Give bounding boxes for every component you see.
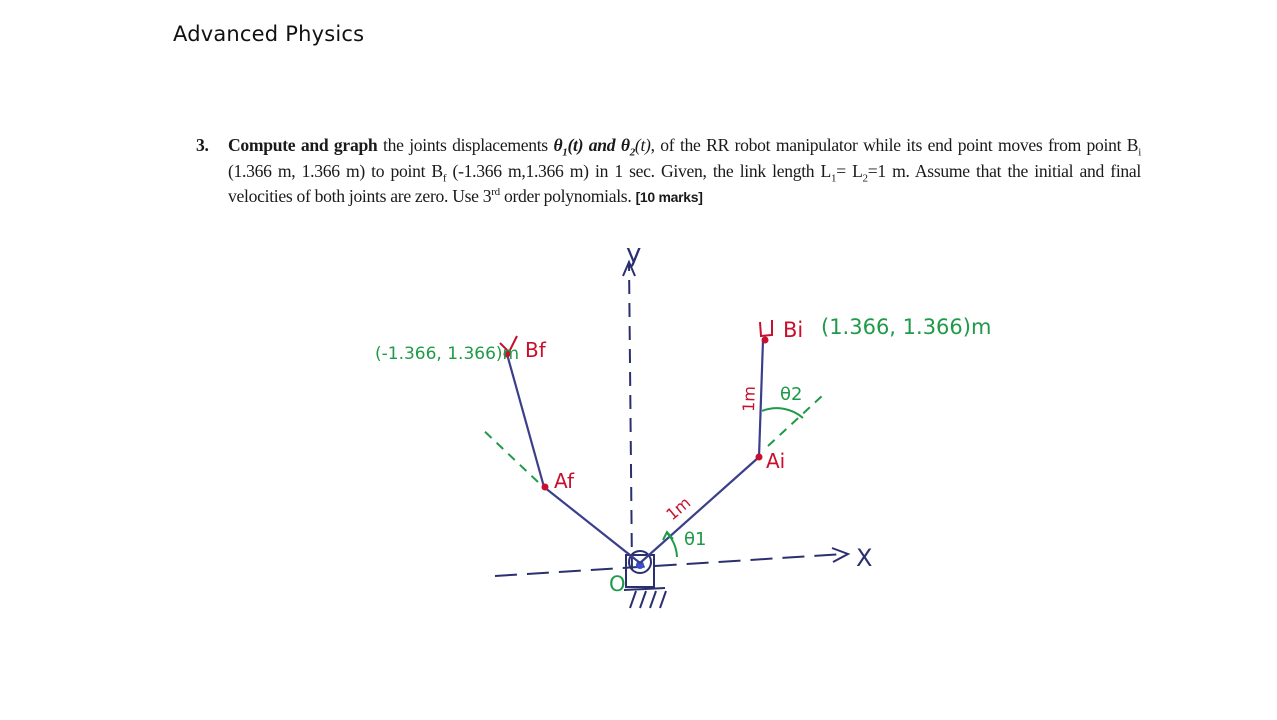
theta2-sub: 2 [629, 146, 635, 159]
theta1-symbol: θ [553, 135, 563, 155]
question-number: 3. [196, 135, 209, 155]
coord-bf-label: (-1.366, 1.366)m [375, 344, 520, 364]
point-bi-marker [762, 337, 769, 344]
bf-sub: f [442, 172, 447, 185]
ord-sup: rd [491, 186, 500, 199]
link1-length-label: 1m [662, 492, 695, 525]
x-axis [495, 554, 845, 576]
point-bf-label: Bf [525, 338, 546, 362]
x-axis-label: X [856, 544, 873, 572]
point-ai-marker [756, 454, 763, 461]
question-text-g: order polynomials. [499, 186, 636, 206]
link2-final [507, 354, 544, 487]
theta2-arg: (t) [634, 135, 651, 155]
point-af-marker [542, 484, 549, 491]
question-text-d: (-1.366 m,1.366 m) in 1 sec. Given, the link length L [446, 160, 831, 181]
theta2-arc [762, 408, 803, 418]
theta2-symbol: θ [620, 135, 630, 155]
point-ai-label: Ai [766, 449, 786, 473]
marks-label: [10 marks] [635, 189, 703, 205]
link1-final [544, 487, 640, 563]
question-text-f: =1 m. Assume that the initial and final velocities of both joints are zero. Use 3 [228, 160, 1142, 206]
link2-initial [759, 340, 763, 457]
question-text-a: the joints displacements [377, 135, 554, 155]
theta1-arg: (t) and [567, 135, 621, 155]
point-bi-label: Bi [783, 318, 804, 342]
origin-label: O [609, 572, 626, 596]
bi-frame-tick [760, 320, 772, 336]
y-axis [629, 262, 632, 570]
ground-hatch [624, 555, 666, 608]
y-axis-label: y [626, 239, 642, 269]
theta2-label: θ2 [780, 384, 803, 405]
theta1-label: θ1 [684, 529, 707, 550]
coord-bi-label: (1.366, 1.366)m [821, 315, 992, 339]
l1-sub: 1 [831, 172, 837, 185]
theta1-sub: 1 [562, 146, 568, 159]
slide-title: Advanced Physics [173, 22, 365, 46]
l2-sub: 2 [862, 172, 868, 185]
bi-sub: i [1138, 146, 1142, 159]
question-text-b: , of the RR robot manipulator while its end point moves from point B [650, 135, 1139, 155]
question-text-c: (1.366 m, 1.366 m) to point B [228, 160, 443, 181]
point-af-label: Af [554, 469, 575, 493]
question-lead: Compute and graph [228, 135, 378, 155]
link2-length-label: 1m [739, 385, 759, 413]
question-text-e: = L [836, 160, 863, 181]
